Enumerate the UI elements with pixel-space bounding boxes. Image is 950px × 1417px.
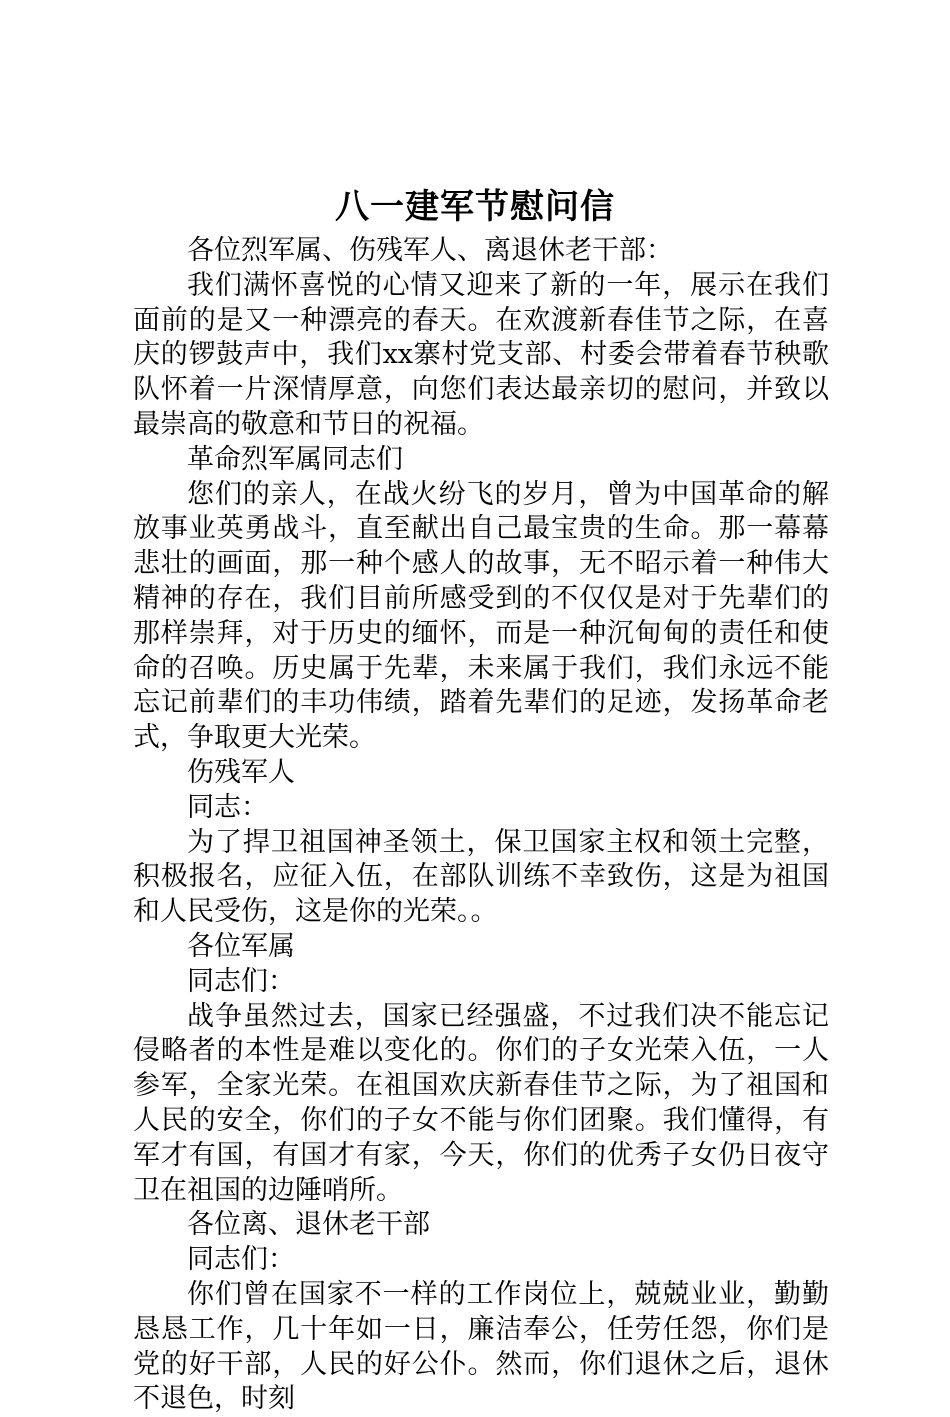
section-heading: 各位离、退休老干部	[187, 1209, 430, 1241]
section-heading: 革命烈军属同志们	[187, 443, 403, 475]
body-paragraph: 您们的亲人，在战火纷飞的岁月，曾为中国革命的解放事业英勇战斗，直至献出自己最宝贵的生命。那一幕幕悲壮的画面，那一种个感人的故事，无不昭示着一种伟大精神的存在，我们目前所感受到的不仅仅是对于先辈们的那样崇拜，对于历史的缅怀，而是一种沉甸甸的责任和使命的召唤。历史属于先辈，未来属于我们，我们永远不能忘记前辈们的丰功伟绩，踏着先辈们的足迹，发扬革命老式，争取更大光荣。	[133, 478, 829, 754]
body-paragraph: 我们满怀喜悦的心情又迎来了新的一年，展示在我们面前的是又一种漂亮的春天。在欢渡新春佳节之际，在喜庆的锣鼓声中，我们xx寨村党支部、村委会带着春节秧歌队怀着一片深情厚意，向您们表达最亲切的慰问，并致以最崇高的敬意和节日的祝福。	[133, 269, 829, 440]
document-title: 八一建军节慰问信	[335, 187, 615, 227]
letter-body	[133, 234, 829, 1417]
greeting-paragraph: 各位烈军属、伤残军人、离退休老干部：	[187, 235, 673, 266]
body-paragraph: 为了捍卫祖国神圣领土，保卫国家主权和领土完整，积极报名，应征入伍，在部队训练不幸致伤，这是为祖国和人民受伤，这是你的光荣。。	[133, 826, 829, 928]
salutation-line: 同志：	[187, 791, 268, 823]
section-heading: 伤残军人	[187, 756, 295, 788]
body-paragraph: 战争虽然过去，国家已经强盛，不过我们决不能忘记侵略者的本性是难以变化的。你们的子女光荣入伍，一人参军，全家光荣。在祖国欢庆新春佳节之际，为了祖国和人民的安全，你们的子女不能与你们团聚。我们懂得，有军才有国，有国才有家，今天，你们的优秀子女仍日夜守卫在祖国的边陲哨所。	[133, 1000, 829, 1206]
section-heading: 各位军属	[187, 930, 295, 962]
salutation-line: 同志们：	[187, 965, 295, 997]
body-paragraph: 你们曾在国家不一样的工作岗位上，兢兢业业，勤勤恳恳工作，几十年如一日，廉洁奉公，任劳任怨，你们是党的好干部，人民的好公仆。然而，你们退休之后，退休不退色，时刻	[133, 1278, 829, 1415]
salutation-line: 同志们：	[187, 1244, 295, 1276]
